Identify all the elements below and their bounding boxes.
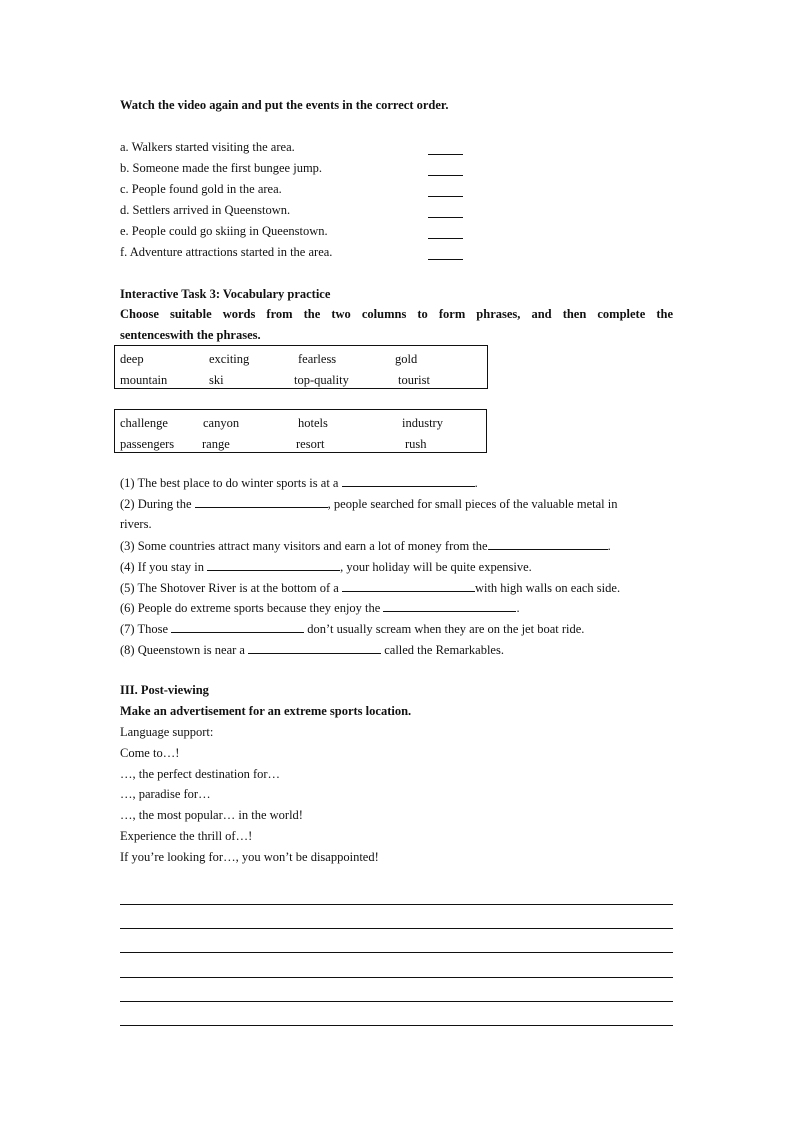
sentence-text: (7) Those — [120, 622, 169, 636]
writing-line[interactable] — [120, 1001, 673, 1002]
answer-blank-c[interactable] — [428, 183, 463, 197]
task-title: Interactive Task 3: Vocabulary practice — [120, 287, 331, 301]
word: ski — [209, 373, 224, 387]
sentence-text: called the Remarkables. — [384, 643, 504, 657]
task-instruction-line1: Choose suitable words from the two columns to form phrases, and then complete the — [120, 307, 673, 321]
word: deep — [120, 352, 144, 366]
word: hotels — [298, 416, 328, 430]
event-item-c: c. People found gold in the area. — [120, 182, 282, 196]
section-heading: Watch the video again and put the events in the correct order. — [120, 98, 449, 112]
sentence-text: . — [516, 601, 520, 615]
support-line: …, the perfect destination for… — [120, 767, 281, 781]
sentence-6 — [120, 600, 520, 616]
support-line: Experience the thrill of…! — [120, 829, 253, 843]
sentence-1 — [120, 475, 478, 491]
answer-blank-a[interactable] — [428, 141, 463, 155]
sentence-text: (6) People do extreme sports because they enjoy the — [120, 601, 381, 615]
fill-blank[interactable] — [383, 600, 516, 612]
fill-blank[interactable] — [342, 580, 475, 592]
post-viewing-subtitle: Make an advertisement for an extreme sports location. — [120, 704, 412, 718]
sentence-text: (3) Some countries attract many visitors and earn a lot of money from the — [120, 539, 488, 553]
event-item-f: f. Adventure attractions started in the area. — [120, 245, 333, 259]
fill-blank[interactable] — [171, 621, 304, 633]
fill-blank[interactable] — [195, 496, 328, 508]
writing-line[interactable] — [120, 1025, 673, 1026]
word: industry — [402, 416, 443, 430]
event-item-b: b. Someone made the first bungee jump. — [120, 161, 323, 175]
post-viewing-title: III. Post-viewing — [120, 683, 209, 697]
sentence-8 — [120, 642, 504, 658]
sentence-text: don’t usually scream when they are on the jet boat ride. — [307, 622, 585, 636]
sentence-text: (1) The best place to do winter sports is at a — [120, 476, 339, 490]
word: canyon — [203, 416, 240, 430]
sentence-text: , your holiday will be quite expensive. — [340, 560, 532, 574]
word: rush — [405, 437, 427, 451]
task-instruction-line2: sentenceswith the phrases. — [120, 328, 261, 342]
sentence-text: (8) Queenstown is near a — [120, 643, 245, 657]
answer-blank-f[interactable] — [428, 246, 463, 260]
word: exciting — [209, 352, 250, 366]
word: top-quality — [294, 373, 349, 387]
support-line: If you’re looking for…, you won’t be disappointed! — [120, 850, 379, 864]
answer-blank-d[interactable] — [428, 204, 463, 218]
word: fearless — [298, 352, 337, 366]
sentence-3 — [120, 538, 611, 554]
fill-blank[interactable] — [488, 538, 608, 550]
writing-line[interactable] — [120, 977, 673, 978]
writing-line[interactable] — [120, 904, 673, 905]
sentence-4 — [120, 559, 532, 575]
answer-blank-e[interactable] — [428, 225, 463, 239]
word: passengers — [120, 437, 175, 451]
writing-line[interactable] — [120, 928, 673, 929]
sentence-5 — [120, 580, 620, 596]
sentence-2-cont: rivers. — [120, 517, 152, 531]
event-item-a: a. Walkers started visiting the area. — [120, 140, 295, 154]
fill-blank[interactable] — [248, 642, 381, 654]
support-line: …, paradise for… — [120, 787, 211, 801]
sentence-text: . — [474, 476, 478, 490]
sentence-text: (4) If you stay in — [120, 560, 205, 574]
writing-line[interactable] — [120, 952, 673, 953]
word: gold — [395, 352, 418, 366]
sentence-text: , people searched for small pieces of the valuable metal in — [327, 497, 618, 511]
sentence-2 — [120, 496, 673, 512]
word: resort — [296, 437, 325, 451]
event-item-e: e. People could go skiing in Queenstown. — [120, 224, 328, 238]
support-line: Language support: — [120, 725, 214, 739]
word: tourist — [398, 373, 430, 387]
word: mountain — [120, 373, 168, 387]
event-item-d: d. Settlers arrived in Queenstown. — [120, 203, 291, 217]
support-line: Come to…! — [120, 746, 180, 760]
word: range — [202, 437, 230, 451]
answer-blank-b[interactable] — [428, 162, 463, 176]
word: challenge — [120, 416, 168, 430]
sentence-text: (5) The Shotover River is at the bottom of a — [120, 581, 339, 595]
support-line: …, the most popular… in the world! — [120, 808, 303, 822]
sentence-text: . — [607, 539, 611, 553]
word-box-2 — [114, 409, 487, 453]
sentence-7 — [120, 621, 584, 637]
fill-blank[interactable] — [342, 475, 475, 487]
sentence-text: (2) During the — [120, 497, 192, 511]
fill-blank[interactable] — [207, 559, 340, 571]
word-box-1 — [114, 345, 488, 389]
sentence-text: with high walls on each side. — [474, 581, 621, 595]
